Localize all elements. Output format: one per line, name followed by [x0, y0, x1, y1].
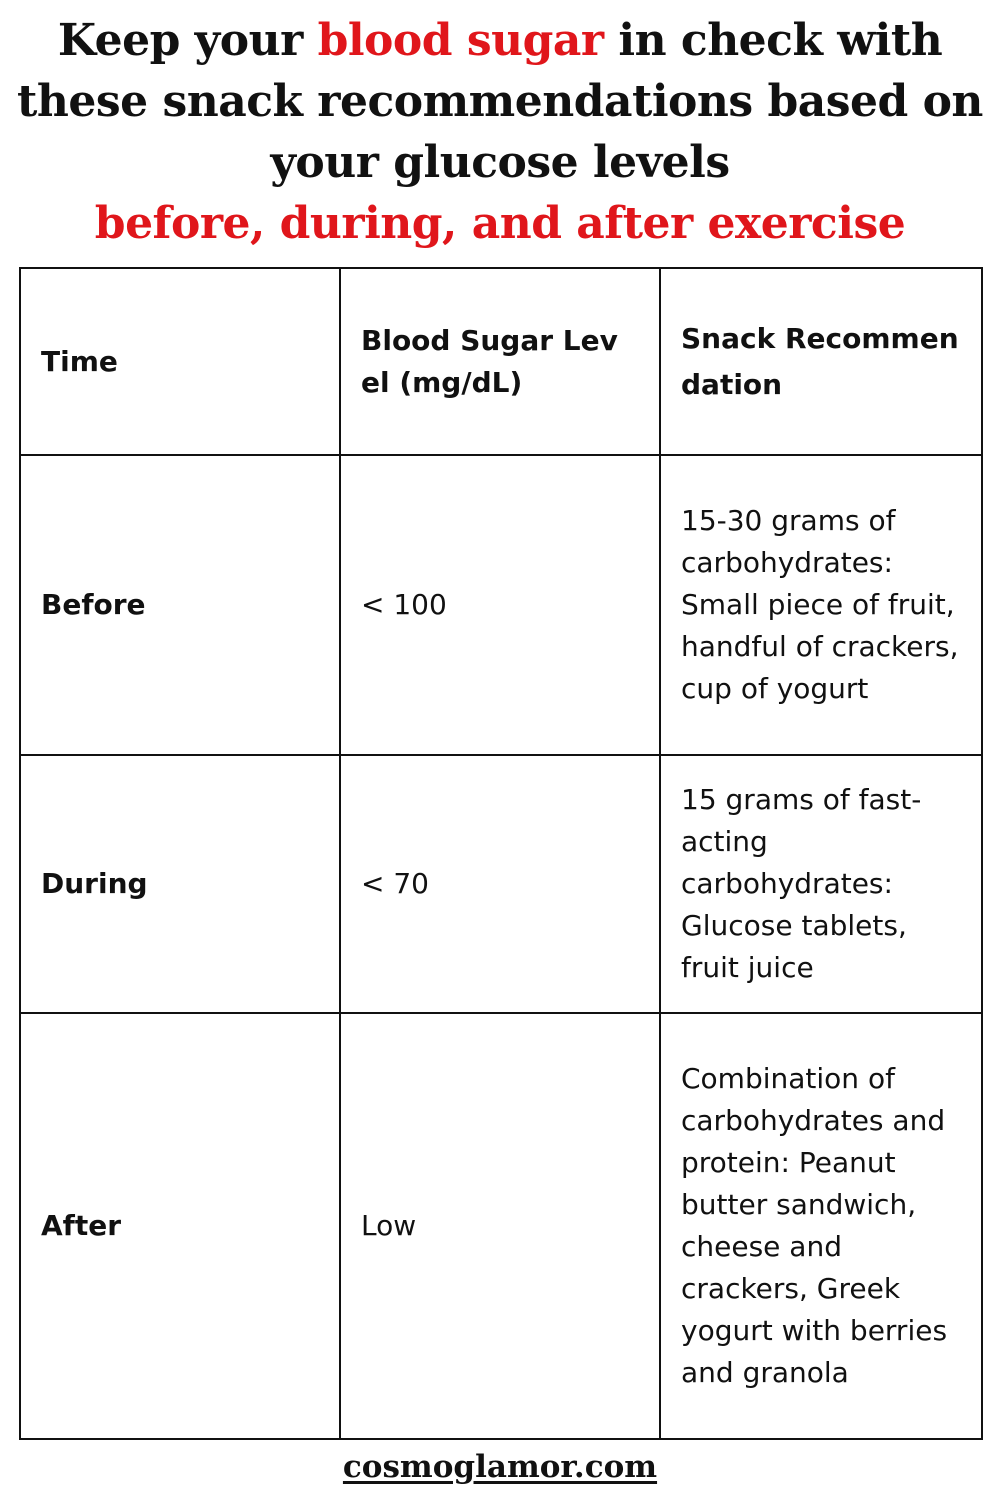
title-line-2: these snack recommendations based on — [17, 76, 983, 127]
row-during-snack: 15 grams of fast-acting carbohydrates: Glucose tablets, fruit juice — [660, 755, 982, 1013]
title-text: Keep your — [57, 15, 318, 66]
page-title — [0, 10, 1000, 254]
title-text: in check with — [603, 15, 943, 66]
row-after-snack: Combination of carbohydrates and protein: Peanut butter sandwich, cheese and crackers, Greek yogurt with berries and granola — [660, 1013, 982, 1439]
title-highlight: blood sugar — [317, 15, 604, 66]
title-line-1 — [0, 10, 1000, 71]
row-before-time: Before — [20, 455, 340, 755]
table-row — [20, 1013, 982, 1439]
header-snack-recommendation: Snack Recommendation — [660, 268, 982, 455]
site-footer: cosmoglamor.com — [342, 1449, 658, 1485]
row-before-level: < 100 — [340, 455, 660, 755]
row-before-snack: 15-30 grams of carbohydrates: Small piece of fruit, handful of crackers, cup of yogurt — [660, 455, 982, 755]
table-header-row — [20, 268, 982, 455]
row-after-time: After — [20, 1013, 340, 1439]
title-line-3: your glucose levels — [270, 137, 730, 188]
row-during-time: During — [20, 755, 340, 1013]
header-time: Time — [20, 268, 340, 455]
row-during-level: < 70 — [340, 755, 660, 1013]
table-row — [20, 755, 982, 1013]
title-line-4: before, during, and after exercise — [94, 198, 906, 249]
snack-recommendation-table — [19, 267, 983, 1440]
header-blood-sugar-level: Blood Sugar Level (mg/dL) — [340, 268, 660, 455]
row-after-level: Low — [340, 1013, 660, 1439]
table-row — [20, 455, 982, 755]
